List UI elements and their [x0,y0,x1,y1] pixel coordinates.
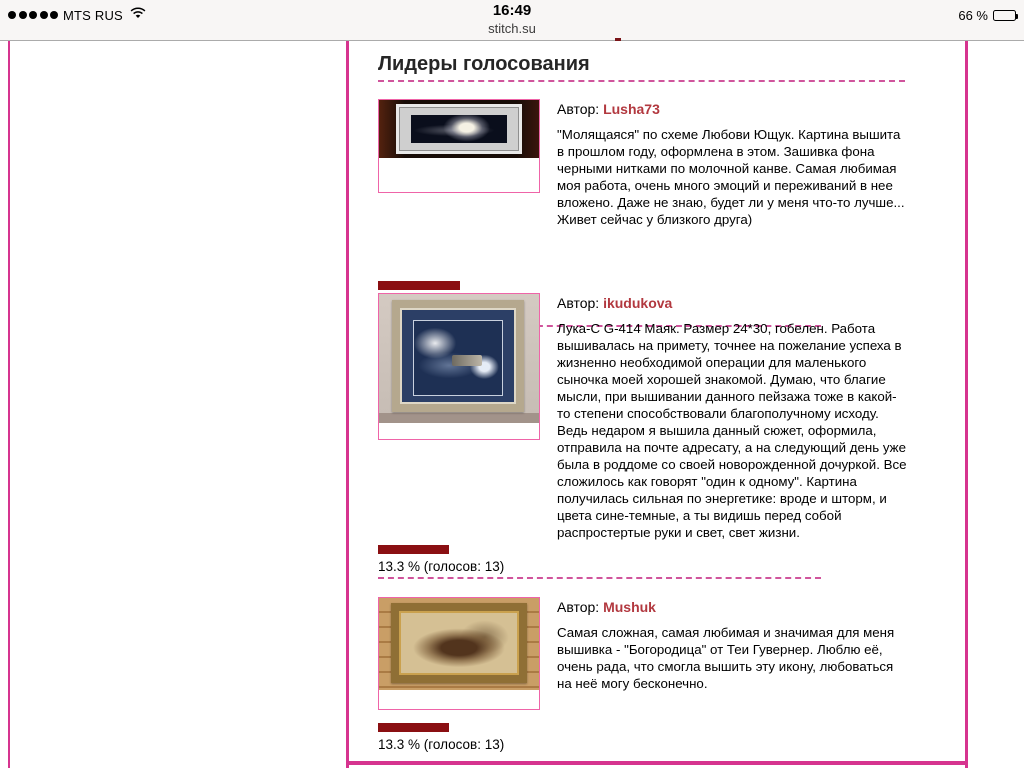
title-divider [378,80,905,82]
author-link[interactable]: Lusha73 [603,101,660,117]
vote-entry [349,597,965,761]
vote-entry [349,293,965,579]
bottom-border-rule [346,761,968,765]
clock: 16:49 [492,2,532,19]
entry-text [557,295,909,541]
picture-frame [396,104,522,154]
thumbnail-photo-icon [379,598,539,690]
author-label: Автор: [557,295,600,311]
author-link[interactable]: ikudukova [603,295,673,311]
battery-percent-label: 66 % [958,8,988,23]
author-label: Автор: [557,101,600,117]
entry-divider [378,577,821,579]
author-line [557,295,909,312]
entry-description: Лука-С G-414 Маяк. Размер 24*30, гобелен. Работа вышивалась на примету, точнее на пожелание успеха в жизненно необходимой операции для маленького сыночка моей хорошей знакомой. Думаю, что благие мысли, при вышивании данного пейзажа тоже в какой-то степени способствовали благополучному исходу. Ведь недаром я вышила данный сюжет, оформила, отправила на почте адресату, а на следующий день уже была в роддоме со своей новорожденной дочуркой. Все сложилось как говорят "один к одному". Картина получилась сильная по энергетике: вроде и шторм, и цвета сине-темные, а ты видишь перед собой распростертые руки и свет, свет жизни. [557,321,907,540]
entry-text [557,599,909,692]
vote-result-label: 13.3 % (голосов: 13) [378,737,505,752]
author-label: Автор: [557,599,600,615]
voting-leaders-panel [346,41,968,768]
thumbnail-photo-lighthouse [379,294,539,423]
status-center-group [0,2,1024,37]
embroidery-art [411,115,507,143]
vote-thumbnail[interactable] [378,597,540,710]
page-left-border [8,41,10,768]
picture-frame [391,603,527,683]
status-bar [0,0,1024,41]
vote-thumbnail[interactable] [378,99,540,193]
address-bar-url[interactable]: stitch.su [488,21,536,36]
battery-nub [1016,14,1018,19]
picture-frame [392,300,524,412]
vote-result-label: 13.3 % (голосов: 13) [378,559,505,574]
vote-bar-fill [378,723,449,732]
entry-description: Самая сложная, самая любимая и значимая для меня вышивка - "Богородица" от Теи Гувернер. Люблю её, очень рада, что смогла вышить эту икону, любоваться на неё могу бесконечно. [557,625,895,691]
battery-icon [993,10,1016,21]
entry-text [557,101,909,228]
author-line [557,599,909,616]
entry-description: "Молящаяся" по схеме Любови Ющук. Картина вышита в прошлом году, оформлена в этом. Зашивка фона черными нитками по молочной канве. Самая любимая моя работа, очень много эмоций и переживаний в нее вложено. Даже не знаю, будет ли у меня что-то лучше... Живет сейчас у близкого друга) [557,127,905,227]
vote-bar-fill [378,281,460,290]
vote-thumbnail[interactable] [378,293,540,440]
vote-bar-fill [378,545,449,554]
author-line [557,101,909,118]
author-link[interactable]: Mushuk [603,599,656,615]
embroidery-art [413,320,503,396]
thumbnail-photo-praying-woman [379,100,539,158]
lighthouse-shape [452,355,482,366]
page-title: Лидеры голосования [378,53,590,75]
carrier-label: MTS RUS [63,7,123,23]
status-right-group [958,8,1016,23]
embroidery-art [401,613,517,673]
